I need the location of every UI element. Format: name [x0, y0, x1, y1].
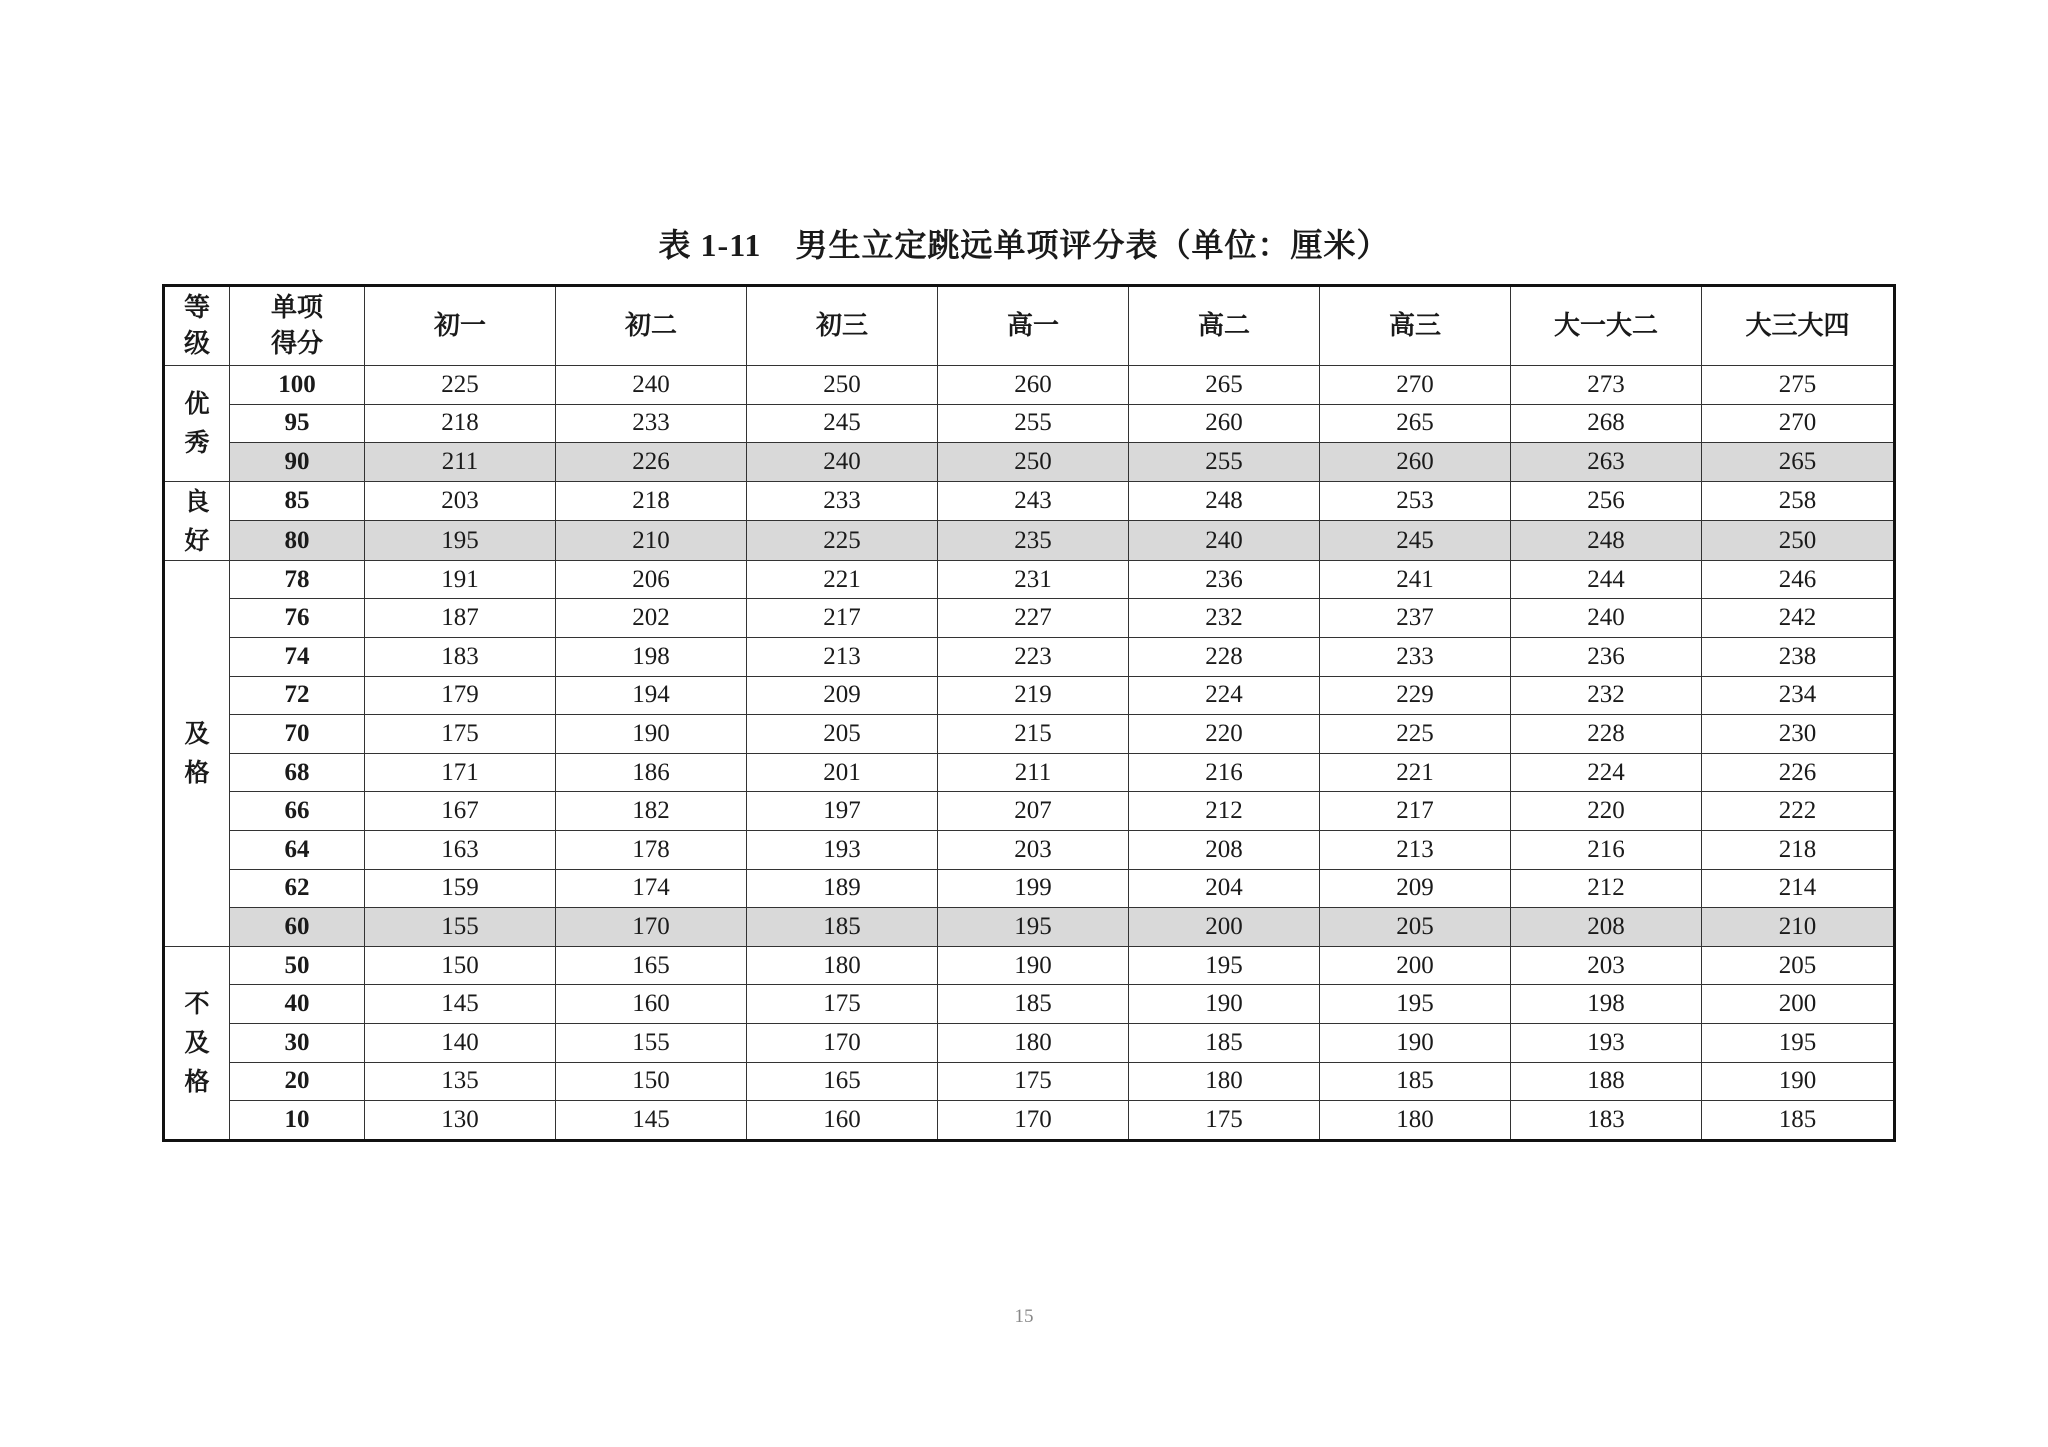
- header-grade-col: 高二: [1129, 286, 1320, 366]
- value-cell: 213: [1320, 830, 1511, 869]
- value-cell: 224: [1129, 676, 1320, 715]
- table-row: [164, 481, 1895, 521]
- value-cell: 170: [747, 1023, 938, 1062]
- value-cell: 187: [365, 599, 556, 638]
- score-cell: 62: [230, 869, 365, 908]
- table-row: [164, 869, 1895, 908]
- value-cell: 200: [1702, 985, 1895, 1024]
- value-cell: 195: [938, 908, 1129, 947]
- value-cell: 232: [1511, 676, 1702, 715]
- value-cell: 260: [938, 366, 1129, 405]
- value-cell: 210: [556, 521, 747, 561]
- value-cell: 236: [1129, 560, 1320, 599]
- value-cell: 250: [938, 443, 1129, 482]
- table-row: [164, 1062, 1895, 1101]
- table-row: [164, 946, 1895, 985]
- value-cell: 213: [747, 637, 938, 676]
- value-cell: 193: [1511, 1023, 1702, 1062]
- value-cell: 233: [747, 481, 938, 521]
- value-cell: 159: [365, 869, 556, 908]
- value-cell: 256: [1511, 481, 1702, 521]
- value-cell: 205: [747, 715, 938, 754]
- value-cell: 204: [1129, 869, 1320, 908]
- value-cell: 203: [365, 481, 556, 521]
- value-cell: 250: [1702, 521, 1895, 561]
- value-cell: 194: [556, 676, 747, 715]
- value-cell: 241: [1320, 560, 1511, 599]
- page-number: 15: [1014, 1306, 1034, 1327]
- value-cell: 246: [1702, 560, 1895, 599]
- value-cell: 195: [365, 521, 556, 561]
- value-cell: 193: [747, 830, 938, 869]
- table-title: [0, 222, 2048, 268]
- value-cell: 203: [938, 830, 1129, 869]
- score-cell: 90: [230, 443, 365, 482]
- score-cell: 10: [230, 1101, 365, 1141]
- level-cell: 不 及 格: [164, 946, 230, 1140]
- value-cell: 189: [747, 869, 938, 908]
- value-cell: 219: [938, 676, 1129, 715]
- value-cell: 217: [1320, 792, 1511, 831]
- value-cell: 220: [1511, 792, 1702, 831]
- table-row: [164, 792, 1895, 831]
- value-cell: 218: [365, 404, 556, 443]
- score-cell: 74: [230, 637, 365, 676]
- value-cell: 185: [938, 985, 1129, 1024]
- score-cell: 66: [230, 792, 365, 831]
- value-cell: 167: [365, 792, 556, 831]
- value-cell: 140: [365, 1023, 556, 1062]
- value-cell: 255: [1129, 443, 1320, 482]
- value-cell: 155: [556, 1023, 747, 1062]
- value-cell: 215: [938, 715, 1129, 754]
- value-cell: 160: [747, 1101, 938, 1141]
- table-row: [164, 830, 1895, 869]
- value-cell: 183: [365, 637, 556, 676]
- value-cell: 224: [1511, 753, 1702, 792]
- score-cell: 80: [230, 521, 365, 561]
- table-number: 表 1-11: [658, 227, 762, 263]
- value-cell: 214: [1702, 869, 1895, 908]
- value-cell: 180: [747, 946, 938, 985]
- table-row: [164, 599, 1895, 638]
- score-cell: 76: [230, 599, 365, 638]
- value-cell: 243: [938, 481, 1129, 521]
- value-cell: 195: [1702, 1023, 1895, 1062]
- header-grade-col: 初二: [556, 286, 747, 366]
- score-cell: 72: [230, 676, 365, 715]
- level-cell: 良 好: [164, 481, 230, 560]
- value-cell: 175: [938, 1062, 1129, 1101]
- table-row: [164, 1023, 1895, 1062]
- table-row: [164, 521, 1895, 561]
- value-cell: 270: [1702, 404, 1895, 443]
- value-cell: 258: [1702, 481, 1895, 521]
- value-cell: 186: [556, 753, 747, 792]
- value-cell: 160: [556, 985, 747, 1024]
- value-cell: 235: [938, 521, 1129, 561]
- value-cell: 240: [1129, 521, 1320, 561]
- value-cell: 190: [938, 946, 1129, 985]
- value-cell: 220: [1129, 715, 1320, 754]
- value-cell: 188: [1511, 1062, 1702, 1101]
- value-cell: 175: [1129, 1101, 1320, 1141]
- value-cell: 185: [1702, 1101, 1895, 1141]
- value-cell: 216: [1511, 830, 1702, 869]
- value-cell: 170: [938, 1101, 1129, 1141]
- value-cell: 225: [747, 521, 938, 561]
- value-cell: 185: [747, 908, 938, 947]
- score-cell: 70: [230, 715, 365, 754]
- header-grade-col: 高一: [938, 286, 1129, 366]
- header-row: [164, 286, 1895, 366]
- value-cell: 211: [365, 443, 556, 482]
- value-cell: 198: [1511, 985, 1702, 1024]
- value-cell: 233: [556, 404, 747, 443]
- table-row: [164, 908, 1895, 947]
- table-row: [164, 443, 1895, 482]
- value-cell: 228: [1129, 637, 1320, 676]
- value-cell: 212: [1511, 869, 1702, 908]
- value-cell: 268: [1511, 404, 1702, 443]
- value-cell: 195: [1129, 946, 1320, 985]
- score-cell: 85: [230, 481, 365, 521]
- value-cell: 150: [556, 1062, 747, 1101]
- value-cell: 230: [1702, 715, 1895, 754]
- table-row: [164, 637, 1895, 676]
- table-row: [164, 366, 1895, 405]
- value-cell: 270: [1320, 366, 1511, 405]
- value-cell: 227: [938, 599, 1129, 638]
- value-cell: 232: [1129, 599, 1320, 638]
- value-cell: 275: [1702, 366, 1895, 405]
- value-cell: 222: [1702, 792, 1895, 831]
- value-cell: 175: [747, 985, 938, 1024]
- value-cell: 221: [747, 560, 938, 599]
- score-cell: 20: [230, 1062, 365, 1101]
- value-cell: 179: [365, 676, 556, 715]
- value-cell: 130: [365, 1101, 556, 1141]
- value-cell: 191: [365, 560, 556, 599]
- value-cell: 237: [1320, 599, 1511, 638]
- table-row: [164, 1101, 1895, 1141]
- header-grade-col: 大一大二: [1511, 286, 1702, 366]
- value-cell: 236: [1511, 637, 1702, 676]
- table-row: [164, 753, 1895, 792]
- value-cell: 163: [365, 830, 556, 869]
- value-cell: 250: [747, 366, 938, 405]
- value-cell: 253: [1320, 481, 1511, 521]
- header-grade-col: 初一: [365, 286, 556, 366]
- header-grade-col: 初三: [747, 286, 938, 366]
- value-cell: 225: [365, 366, 556, 405]
- value-cell: 180: [1320, 1101, 1511, 1141]
- value-cell: 218: [1702, 830, 1895, 869]
- value-cell: 265: [1320, 404, 1511, 443]
- value-cell: 231: [938, 560, 1129, 599]
- value-cell: 178: [556, 830, 747, 869]
- value-cell: 205: [1702, 946, 1895, 985]
- value-cell: 185: [1129, 1023, 1320, 1062]
- table-caption: 男生立定跳远单项评分表（单位：厘米）: [795, 226, 1390, 264]
- value-cell: 248: [1511, 521, 1702, 561]
- value-cell: 200: [1129, 908, 1320, 947]
- value-cell: 207: [938, 792, 1129, 831]
- score-cell: 50: [230, 946, 365, 985]
- value-cell: 190: [1320, 1023, 1511, 1062]
- value-cell: 170: [556, 908, 747, 947]
- value-cell: 240: [1511, 599, 1702, 638]
- value-cell: 183: [1511, 1101, 1702, 1141]
- score-cell: 100: [230, 366, 365, 405]
- value-cell: 206: [556, 560, 747, 599]
- value-cell: 171: [365, 753, 556, 792]
- table-row: [164, 404, 1895, 443]
- score-cell: 95: [230, 404, 365, 443]
- value-cell: 240: [747, 443, 938, 482]
- value-cell: 255: [938, 404, 1129, 443]
- value-cell: 180: [938, 1023, 1129, 1062]
- value-cell: 245: [747, 404, 938, 443]
- value-cell: 182: [556, 792, 747, 831]
- header-grade: 等级: [164, 286, 230, 366]
- table-row: [164, 715, 1895, 754]
- table-body: [164, 366, 1895, 1141]
- header-score: 单项得分: [230, 286, 365, 366]
- value-cell: 244: [1511, 560, 1702, 599]
- score-cell: 68: [230, 753, 365, 792]
- table-row: [164, 676, 1895, 715]
- value-cell: 221: [1320, 753, 1511, 792]
- value-cell: 150: [365, 946, 556, 985]
- value-cell: 263: [1511, 443, 1702, 482]
- value-cell: 198: [556, 637, 747, 676]
- value-cell: 226: [1702, 753, 1895, 792]
- value-cell: 223: [938, 637, 1129, 676]
- value-cell: 208: [1129, 830, 1320, 869]
- value-cell: 212: [1129, 792, 1320, 831]
- value-cell: 217: [747, 599, 938, 638]
- score-cell: 40: [230, 985, 365, 1024]
- value-cell: 260: [1320, 443, 1511, 482]
- value-cell: 242: [1702, 599, 1895, 638]
- standing-long-jump-score-table: [162, 284, 1896, 1142]
- value-cell: 145: [365, 985, 556, 1024]
- value-cell: 199: [938, 869, 1129, 908]
- value-cell: 180: [1129, 1062, 1320, 1101]
- value-cell: 218: [556, 481, 747, 521]
- value-cell: 135: [365, 1062, 556, 1101]
- value-cell: 260: [1129, 404, 1320, 443]
- value-cell: 200: [1320, 946, 1511, 985]
- value-cell: 209: [747, 676, 938, 715]
- value-cell: 238: [1702, 637, 1895, 676]
- value-cell: 202: [556, 599, 747, 638]
- value-cell: 190: [556, 715, 747, 754]
- value-cell: 248: [1129, 481, 1320, 521]
- value-cell: 245: [1320, 521, 1511, 561]
- header-grade-col: 大三大四: [1702, 286, 1895, 366]
- value-cell: 185: [1320, 1062, 1511, 1101]
- value-cell: 195: [1320, 985, 1511, 1024]
- value-cell: 174: [556, 869, 747, 908]
- value-cell: 165: [747, 1062, 938, 1101]
- value-cell: 197: [747, 792, 938, 831]
- value-cell: 175: [365, 715, 556, 754]
- value-cell: 201: [747, 753, 938, 792]
- value-cell: 165: [556, 946, 747, 985]
- header-grade-col: 高三: [1320, 286, 1511, 366]
- value-cell: 205: [1320, 908, 1511, 947]
- value-cell: 210: [1702, 908, 1895, 947]
- score-cell: 64: [230, 830, 365, 869]
- score-cell: 60: [230, 908, 365, 947]
- score-cell: 30: [230, 1023, 365, 1062]
- level-cell: 优 秀: [164, 366, 230, 482]
- score-cell: 78: [230, 560, 365, 599]
- value-cell: 225: [1320, 715, 1511, 754]
- value-cell: 203: [1511, 946, 1702, 985]
- value-cell: 234: [1702, 676, 1895, 715]
- value-cell: 190: [1702, 1062, 1895, 1101]
- value-cell: 190: [1129, 985, 1320, 1024]
- table-row: [164, 560, 1895, 599]
- value-cell: 145: [556, 1101, 747, 1141]
- value-cell: 265: [1702, 443, 1895, 482]
- value-cell: 216: [1129, 753, 1320, 792]
- value-cell: 228: [1511, 715, 1702, 754]
- level-cell: 及 格: [164, 560, 230, 946]
- value-cell: 211: [938, 753, 1129, 792]
- table-row: [164, 985, 1895, 1024]
- value-cell: 155: [365, 908, 556, 947]
- value-cell: 240: [556, 366, 747, 405]
- value-cell: 273: [1511, 366, 1702, 405]
- value-cell: 265: [1129, 366, 1320, 405]
- value-cell: 209: [1320, 869, 1511, 908]
- value-cell: 208: [1511, 908, 1702, 947]
- value-cell: 229: [1320, 676, 1511, 715]
- value-cell: 226: [556, 443, 747, 482]
- value-cell: 233: [1320, 637, 1511, 676]
